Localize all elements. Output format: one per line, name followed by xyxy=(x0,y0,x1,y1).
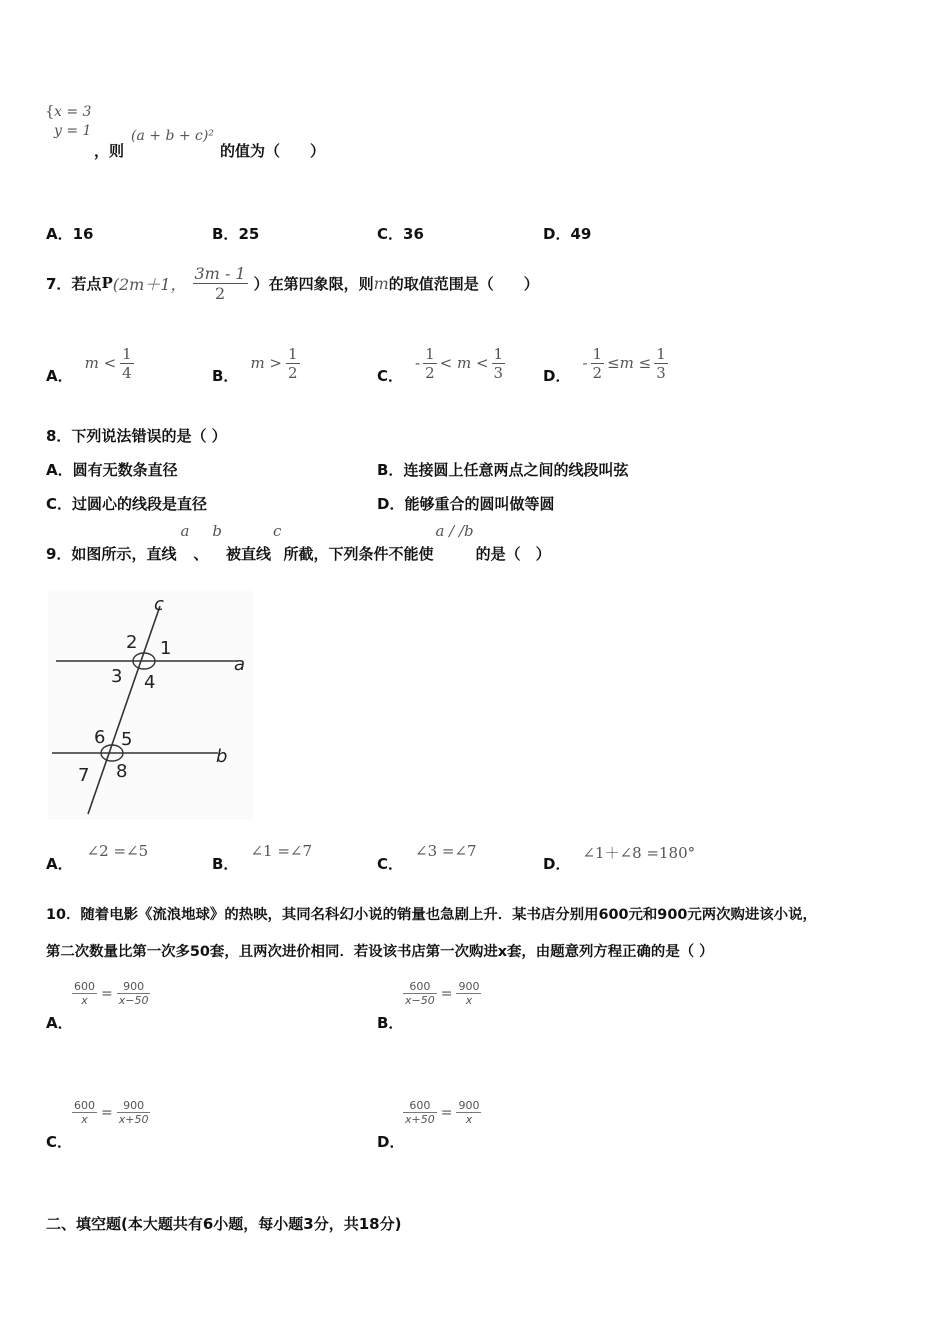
label-1: 1 xyxy=(160,638,172,659)
label-2: 2 xyxy=(126,632,138,653)
label-c: c xyxy=(154,594,164,615)
q9-option-a[interactable]: A． ∠2 =∠5 xyxy=(46,842,149,873)
q7-fraction: $\frac{3m - 1}{2}$ xyxy=(194,263,246,303)
q6-expression: (a + b + c)² xyxy=(131,128,214,144)
system-brace: { xyxy=(45,102,55,120)
q7-option-d[interactable]: D． - $\frac{1}{2}$ ≤m ≤ $\frac{1}{3}$ xyxy=(543,344,666,385)
q6-option-b[interactable]: B．25 xyxy=(212,225,260,243)
q8-option-c[interactable]: C．过圆心的线段是直径 xyxy=(46,495,208,513)
q10-stem-line2: 第二次数量比第一次多50套，且两次进价相同．若设该书店第一次购进x套，由题意列方程正确的是（ ） xyxy=(46,944,714,960)
q9-figure xyxy=(48,590,253,820)
q8-stem: 8．下列说法错误的是（ ） xyxy=(46,427,227,445)
label-6: 6 xyxy=(94,727,106,748)
label-3: 3 xyxy=(111,666,123,687)
q8-option-b[interactable]: B．连接圆上任意两点之间的线段叫弦 xyxy=(377,461,629,479)
label-7: 7 xyxy=(78,765,90,786)
q9-option-d[interactable]: D． ∠1＋∠8 =180° xyxy=(543,844,696,873)
system-eq-x: x = 3 xyxy=(54,104,92,120)
q10-stem-line1: 10．随着电影《流浪地球》的热映，其同名科幻小说的销量也急剧上升．某书店分别用600元和900元两次购进该小说， xyxy=(46,907,817,923)
label-4: 4 xyxy=(144,672,156,693)
q8-option-a[interactable]: A．圆有无数条直径 xyxy=(46,461,178,479)
q6-option-a[interactable]: A．16 xyxy=(46,225,94,243)
q9-option-c[interactable]: C． ∠3 =∠7 xyxy=(377,842,477,873)
label-b: b xyxy=(216,746,228,767)
q7-stem: 7．若点 P (2m＋1， $\frac{3m - 1}{2}$ ）在第四象限，则 m 的取值范围是（ ） xyxy=(46,263,539,303)
q6-option-c[interactable]: C．36 xyxy=(377,225,424,243)
q6-option-d[interactable]: D．49 xyxy=(543,225,592,243)
q6-ze: ，则 xyxy=(94,142,125,160)
q9-option-b[interactable]: B． ∠1 =∠7 xyxy=(212,842,312,873)
system-eq-y: y = 1 xyxy=(54,123,92,139)
q7-option-a[interactable]: A． m < $\frac{1}{4}$ xyxy=(46,344,132,385)
q7-option-b[interactable]: B． m > $\frac{1}{2}$ xyxy=(212,344,298,385)
label-5: 5 xyxy=(121,729,133,750)
q9-stem: 9．如图所示，直线 a 、 b 被直线 c 所截，下列条件不能使 a / /b 的是（ ） xyxy=(46,522,551,563)
q6-tail: 的值为（ ） xyxy=(220,142,326,160)
q7-option-c[interactable]: C． - $\frac{1}{2}$ < m < $\frac{1}{3}$ xyxy=(377,344,504,385)
section-2-heading: 二、填空题(本大题共有6小题，每小题3分，共18分) xyxy=(46,1215,402,1233)
label-a: a xyxy=(234,654,246,675)
q8-option-d[interactable]: D．能够重合的圆叫做等圆 xyxy=(377,495,555,513)
label-8: 8 xyxy=(116,761,128,782)
